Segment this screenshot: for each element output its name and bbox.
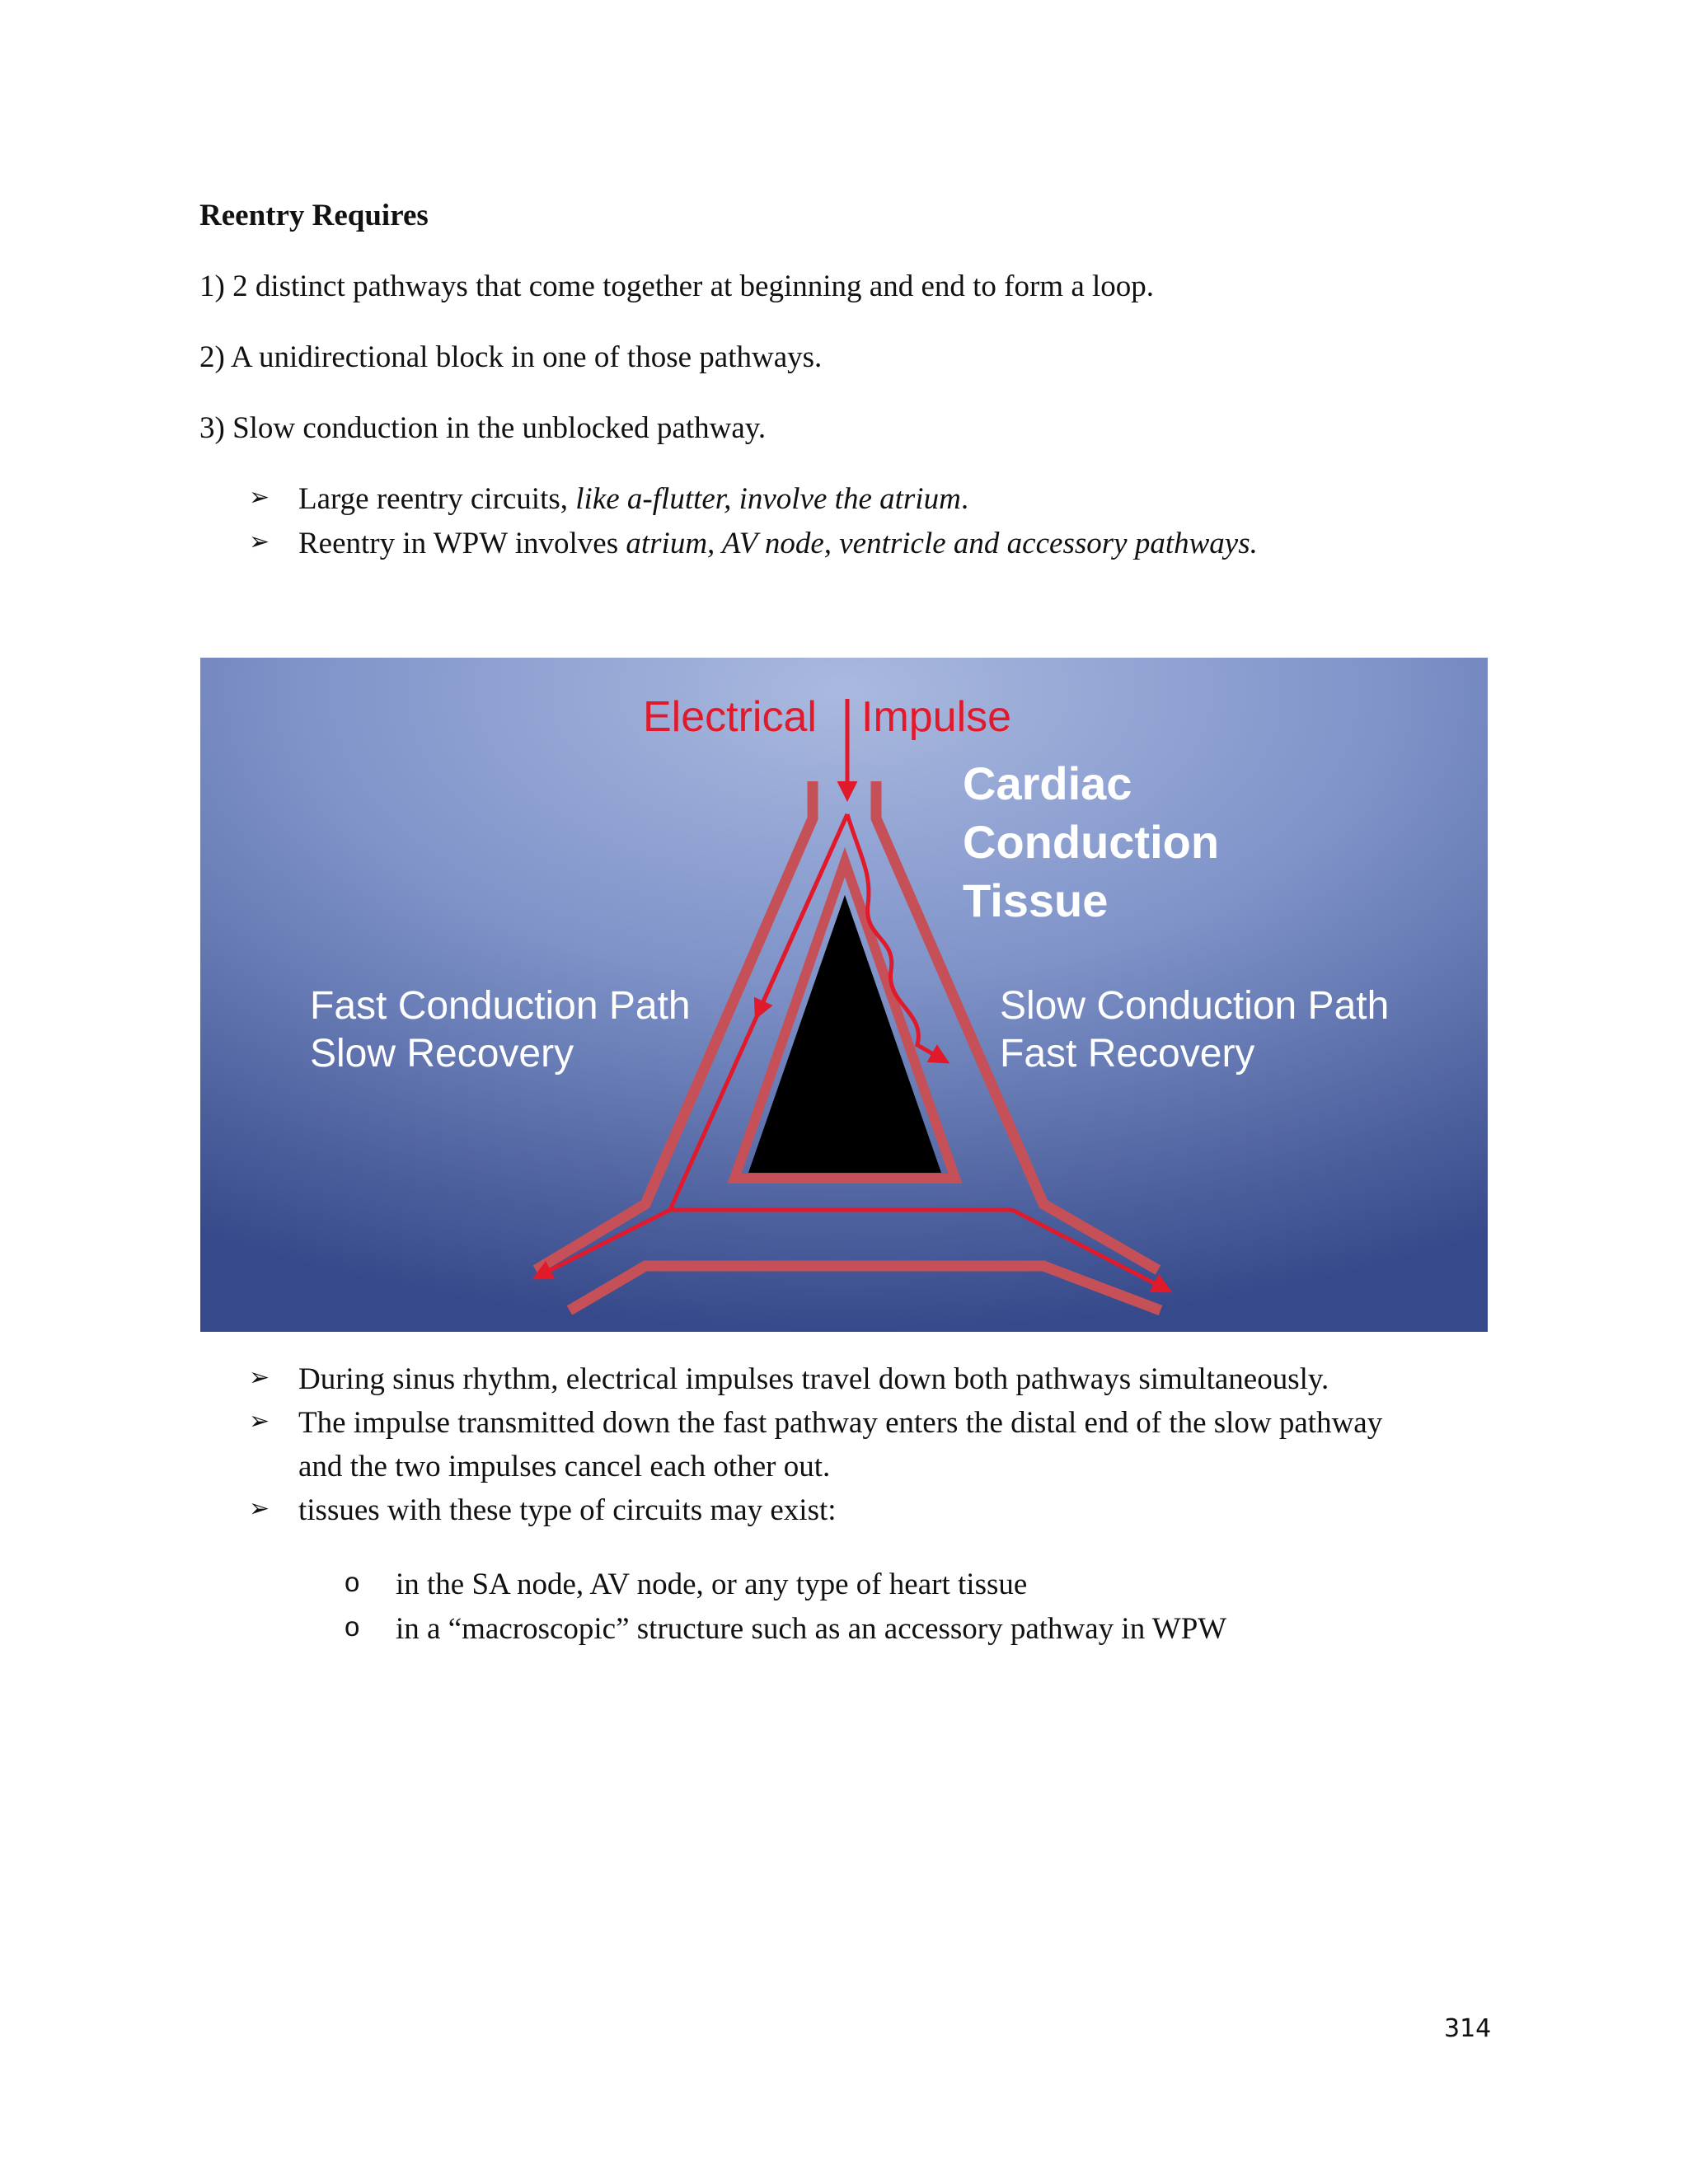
section-heading: Reentry Requires [199, 199, 429, 232]
reentry-diagram [200, 658, 1488, 1332]
impulse-label-right: Impulse [861, 693, 1012, 741]
bullet-text: tissues with these type of circuits may exist: [298, 1493, 837, 1527]
impulse-label-left: Electrical [643, 693, 817, 741]
slow-path-label-line1: Slow Conduction Path [1000, 984, 1390, 1028]
sub-bullet-text: in the SA node, AV node, or any type of heart tissue [396, 1568, 1028, 1601]
bullet-text: Large reentry circuits, like a-flutter, involve the atrium. [298, 482, 969, 516]
tissue-label-line2: Conduction [963, 816, 1220, 868]
arrow-bullet-icon: ➢ [249, 1407, 270, 1436]
arrow-bullet-icon: ➢ [249, 527, 270, 556]
bullet-text: and the two impulses cancel each other out. [298, 1450, 831, 1483]
arrow-bullet-icon: ➢ [249, 1494, 270, 1523]
arrow-bullet-icon: ➢ [249, 1363, 270, 1392]
bullet-text: Reentry in WPW involves atrium, AV node, ventricle and accessory pathways. [298, 527, 1258, 560]
requirement-1: 1) 2 distinct pathways that come together at beginning and end to form a loop. [199, 269, 1155, 303]
requirement-3: 3) Slow conduction in the unblocked pathway. [199, 411, 767, 445]
tissue-label-line3: Tissue [963, 874, 1109, 926]
slow-path-label-line2: Fast Recovery [1000, 1032, 1255, 1076]
fast-path-label-line1: Fast Conduction Path [310, 984, 691, 1028]
tissue-label-line1: Cardiac [963, 757, 1132, 809]
bullet-text: During sinus rhythm, electrical impulses travel down both pathways simultaneously. [298, 1362, 1329, 1396]
bullet-text: The impulse transmitted down the fast pathway enters the distal end of the slow pathway [298, 1406, 1383, 1440]
circle-bullet-icon: o [345, 1611, 360, 1642]
requirement-2: 2) A unidirectional block in one of those pathways. [199, 340, 823, 374]
fast-path-label-line2: Slow Recovery [310, 1032, 574, 1076]
reentry-circuit-figure [200, 658, 1488, 1332]
circle-bullet-icon: o [345, 1567, 360, 1597]
sub-bullet-text: in a “macroscopic” structure such as an accessory pathway in WPW [396, 1612, 1227, 1646]
page-number: 314 [1444, 2014, 1492, 2043]
arrow-bullet-icon: ➢ [249, 483, 270, 512]
